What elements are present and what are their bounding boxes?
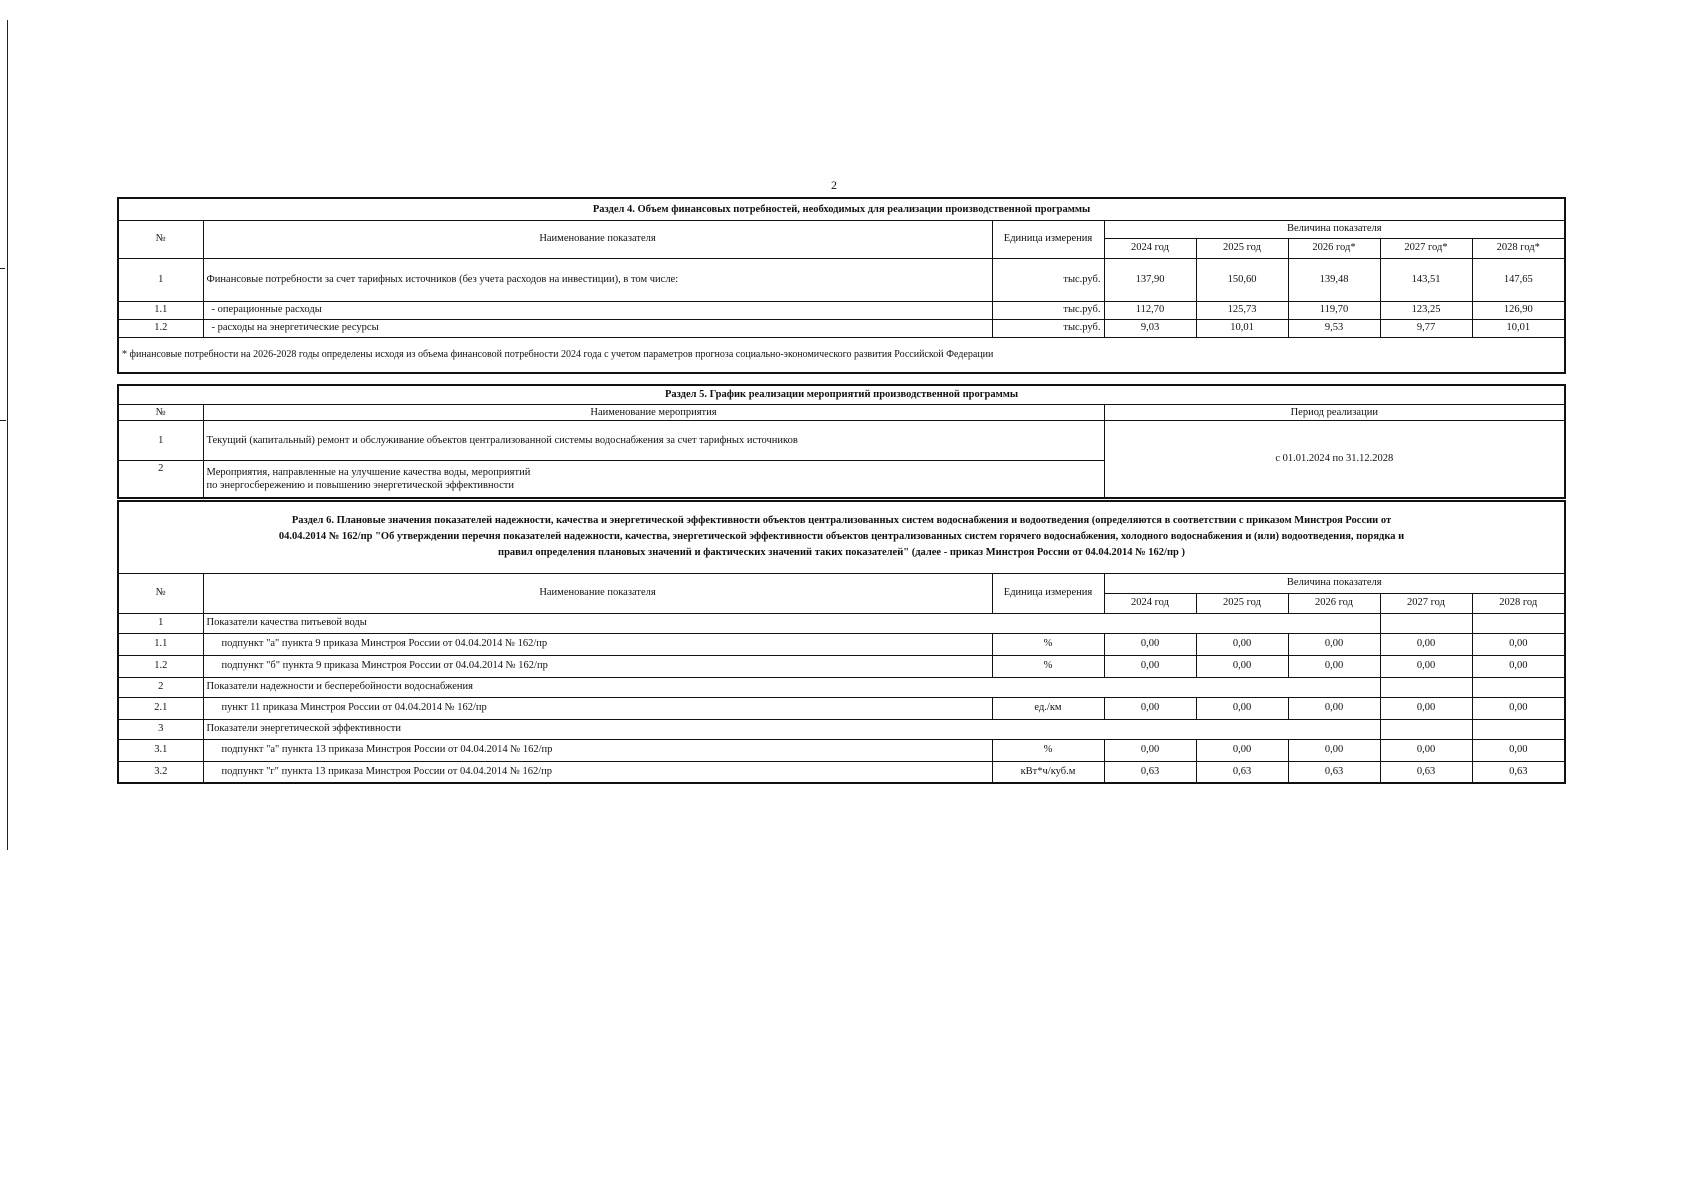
row-value: 147,65: [1472, 258, 1565, 301]
row-name: Финансовые потребности за счет тарифных источников (без учета расходов на инвестиции), в том числе:: [203, 258, 992, 301]
empty-cell: [1380, 613, 1472, 633]
col-header-number: №: [118, 573, 203, 613]
table-row: [118, 697, 1565, 719]
col-header-value: Величина показателя: [1104, 573, 1565, 593]
row-number: 1: [118, 258, 203, 301]
scan-edge-line: [7, 20, 8, 850]
table-row: [118, 301, 1565, 319]
section-4-table: [117, 197, 1566, 374]
section-6-title-line: Раздел 6. Плановые значения показателей надежности, качества и энергетической эффективности объектов централизованных систем водоснабжения и водоотведения (определяются в соответствии с приказом Минстроя России от: [291, 514, 1392, 526]
year-header: 2024 год: [1104, 593, 1196, 613]
table-row: [118, 761, 1565, 783]
table-row: [118, 739, 1565, 761]
row-name: пункт 11 приказа Минстроя России от 04.04.2014 № 162/пр: [203, 697, 992, 719]
row-value: 9,03: [1104, 319, 1196, 337]
col-header-number: №: [118, 404, 203, 420]
section-6-title-line: правил определения плановых значений и фактических значений таких показателей" (далее - приказ Минстроя России от 04.04.2014 № 162/пр ): [498, 547, 1185, 559]
row-name: подпункт "а" пункта 13 приказа Минстроя России от 04.04.2014 № 162/пр: [203, 739, 992, 761]
row-value: 0,00: [1104, 739, 1196, 761]
col-header-unit: Единица измерения: [992, 573, 1104, 613]
row-unit: кВт*ч/куб.м: [992, 761, 1104, 783]
row-value: 123,25: [1380, 301, 1472, 319]
row-number: 2: [118, 460, 203, 498]
year-header: 2027 год*: [1380, 238, 1472, 258]
row-number: 2: [118, 677, 203, 697]
row-value: 0,00: [1196, 655, 1288, 677]
col-header-activity: Наименование мероприятия: [203, 404, 1104, 420]
row-value: 0,00: [1288, 697, 1380, 719]
row-value: 10,01: [1472, 319, 1565, 337]
col-header-value: Величина показателя: [1104, 220, 1565, 238]
empty-cell: [1472, 677, 1565, 697]
section-4-title: Раздел 4. Объем финансовых потребностей, необходимых для реализации производственной программы: [118, 198, 1565, 220]
row-value: 0,00: [1104, 697, 1196, 719]
year-header: 2026 год*: [1288, 238, 1380, 258]
row-value: 0,00: [1380, 655, 1472, 677]
group-name: Показатели качества питьевой воды: [203, 613, 1380, 633]
row-name: подпункт "г" пункта 13 приказа Минстроя России от 04.04.2014 № 162/пр: [203, 761, 992, 783]
row-unit: тыс.руб.: [992, 319, 1104, 337]
empty-cell: [1472, 719, 1565, 739]
table-row: [118, 633, 1565, 655]
row-name: - расходы на энергетические ресурсы: [203, 319, 992, 337]
row-number: 3: [118, 719, 203, 739]
row-value: 143,51: [1380, 258, 1472, 301]
row-value: 0,00: [1472, 697, 1565, 719]
row-unit: %: [992, 655, 1104, 677]
section-5-table: [117, 384, 1566, 499]
row-name: подпункт "а" пункта 9 приказа Минстроя России от 04.04.2014 № 162/пр: [203, 633, 992, 655]
row-value: 0,00: [1472, 739, 1565, 761]
row-name: подпункт "б" пункта 9 приказа Минстроя России от 04.04.2014 № 162/пр: [203, 655, 992, 677]
row-value: 119,70: [1288, 301, 1380, 319]
row-number: 2.1: [118, 697, 203, 719]
row-value: 112,70: [1104, 301, 1196, 319]
row-value: 0,63: [1472, 761, 1565, 783]
table-row: [118, 258, 1565, 301]
section-5-title: Раздел 5. График реализации мероприятий производственной программы: [118, 385, 1565, 404]
row-value: 0,63: [1380, 761, 1472, 783]
row-value: 139,48: [1288, 258, 1380, 301]
row-value: 125,73: [1196, 301, 1288, 319]
empty-cell: [1380, 719, 1472, 739]
row-name: [203, 460, 1104, 498]
row-number: 3.2: [118, 761, 203, 783]
row-number: 1.1: [118, 633, 203, 655]
table-row: [118, 319, 1565, 337]
empty-cell: [1380, 677, 1472, 697]
year-header: 2027 год: [1380, 593, 1472, 613]
row-number: 3.1: [118, 739, 203, 761]
row-value: 10,01: [1196, 319, 1288, 337]
row-unit: тыс.руб.: [992, 301, 1104, 319]
row-number: 1.2: [118, 655, 203, 677]
year-header: 2024 год: [1104, 238, 1196, 258]
section-6-table: [117, 500, 1566, 784]
row-value: 0,00: [1288, 633, 1380, 655]
row-value: 0,00: [1196, 739, 1288, 761]
row-number: 1: [118, 420, 203, 460]
row-number: 1: [118, 613, 203, 633]
row-value: 0,00: [1380, 633, 1472, 655]
row-value: 0,00: [1288, 739, 1380, 761]
year-header: 2025 год: [1196, 593, 1288, 613]
table-row: [118, 420, 1565, 460]
table-row: [118, 655, 1565, 677]
row-value: 0,00: [1196, 697, 1288, 719]
row-value: 0,00: [1196, 633, 1288, 655]
scan-mark: [0, 268, 5, 269]
row-value: 0,00: [1380, 697, 1472, 719]
implementation-period: с 01.01.2024 по 31.12.2028: [1104, 420, 1565, 498]
year-header: 2028 год: [1472, 593, 1565, 613]
row-number: 1.2: [118, 319, 203, 337]
row-name-line: по энергосбережению и повышению энергетической эффективности: [206, 479, 514, 491]
row-value: 0,00: [1380, 739, 1472, 761]
row-value: 9,53: [1288, 319, 1380, 337]
row-value: 0,00: [1288, 655, 1380, 677]
row-value: 150,60: [1196, 258, 1288, 301]
row-value: 0,00: [1104, 633, 1196, 655]
row-value: 0,63: [1104, 761, 1196, 783]
col-header-unit: Единица измерения: [992, 220, 1104, 258]
page-number: 2: [831, 178, 837, 192]
row-value: 137,90: [1104, 258, 1196, 301]
section-6-title-line: 04.04.2014 № 162/пр "Об утверждении перечня показателей надежности, качества, энергетической эффективности объектов централизованных систем горячего водоснабжения, холодного водоснабжения и (или) водоотведения, порядка и: [278, 531, 1405, 543]
row-value: 9,77: [1380, 319, 1472, 337]
empty-cell: [1472, 613, 1565, 633]
col-header-name: Наименование показателя: [203, 220, 992, 258]
col-header-number: №: [118, 220, 203, 258]
scan-mark: [0, 420, 6, 421]
group-row: [118, 677, 1565, 697]
year-header: 2028 год*: [1472, 238, 1565, 258]
row-name-line: Мероприятия, направленные на улучшение качества воды, мероприятий: [206, 466, 531, 478]
row-number: 1.1: [118, 301, 203, 319]
col-header-name: Наименование показателя: [203, 573, 992, 613]
col-header-period: Период реализации: [1104, 404, 1565, 420]
row-unit: %: [992, 739, 1104, 761]
section-6-title: [118, 501, 1565, 573]
row-value: 0,00: [1472, 633, 1565, 655]
row-unit: ед./км: [992, 697, 1104, 719]
row-name: Текущий (капитальный) ремонт и обслуживание объектов централизованной системы водоснабжения за счет тарифных источников: [203, 420, 1104, 460]
row-unit: тыс.руб.: [992, 258, 1104, 301]
group-row: [118, 613, 1565, 633]
group-name: Показатели энергетической эффективности: [203, 719, 1380, 739]
row-value: 0,63: [1196, 761, 1288, 783]
year-header: 2026 год: [1288, 593, 1380, 613]
footnote: * финансовые потребности на 2026-2028 годы определены исходя из объема финансовой потребности 2024 года с учетом параметров прогноза социально-экономического развития Российской Федерации: [118, 337, 1565, 373]
row-value: 0,00: [1472, 655, 1565, 677]
year-header: 2025 год: [1196, 238, 1288, 258]
row-value: 126,90: [1472, 301, 1565, 319]
group-row: [118, 719, 1565, 739]
row-name: - операционные расходы: [203, 301, 992, 319]
row-value: 0,00: [1104, 655, 1196, 677]
group-name: Показатели надежности и бесперебойности водоснабжения: [203, 677, 1380, 697]
row-value: 0,63: [1288, 761, 1380, 783]
row-unit: %: [992, 633, 1104, 655]
